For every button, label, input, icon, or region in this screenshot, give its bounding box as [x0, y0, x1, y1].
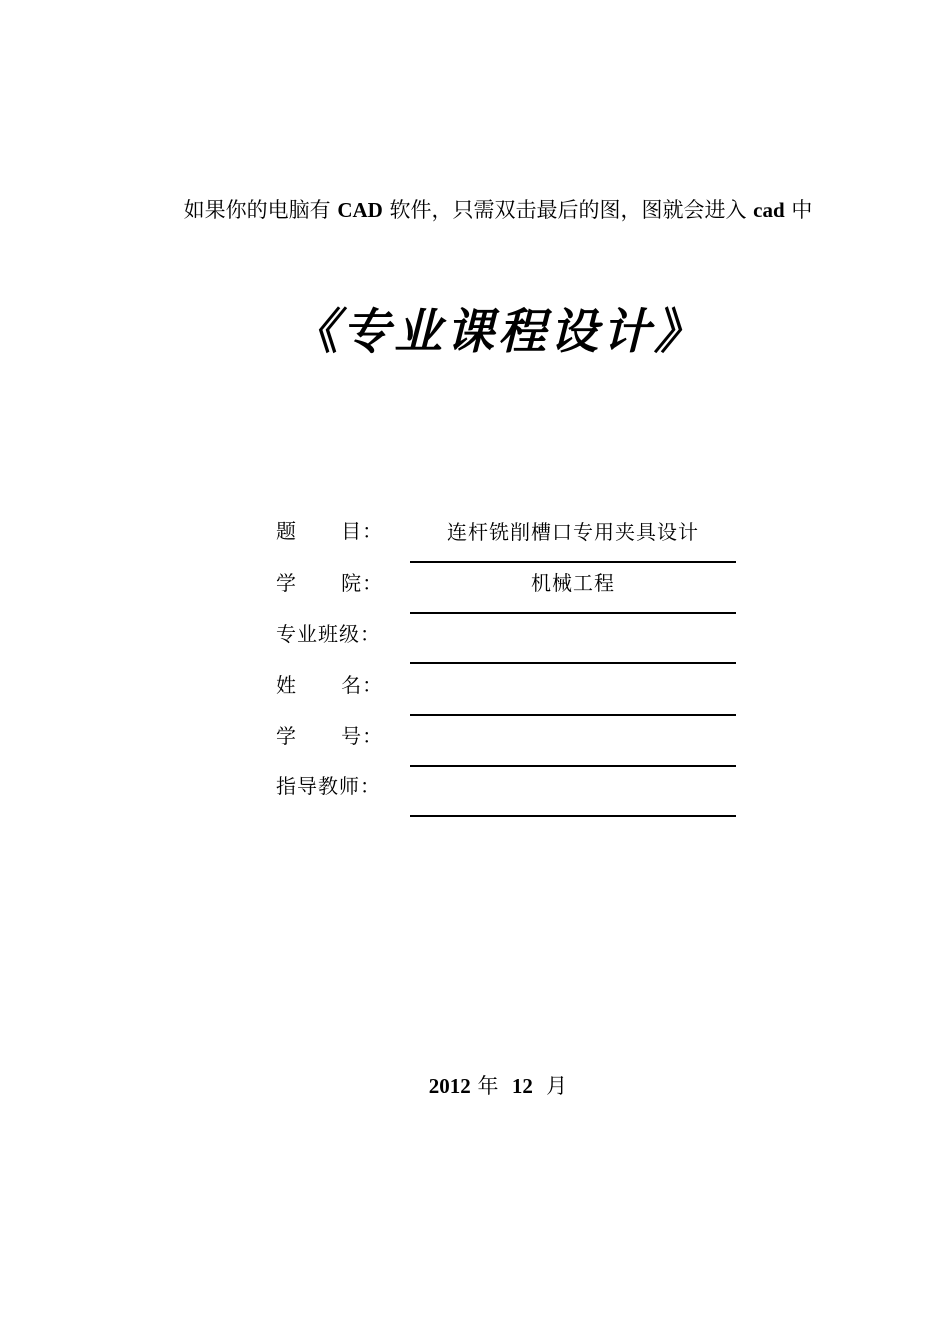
notice-cad-lower: cad — [753, 198, 785, 222]
field-line-college — [410, 612, 736, 614]
field-value-topic: 连杆铣削槽口专用夹具设计 — [447, 520, 699, 544]
notice-cad-upper: CAD — [337, 198, 383, 222]
notice-text-2: 软件，只需双击最后的图，图就会进入 — [382, 198, 754, 222]
date-year-unit: 年 — [470, 1074, 512, 1098]
cad-notice — [0, 194, 950, 226]
date-month: 12 — [511, 1074, 533, 1098]
field-label-advisor: 指导教师： — [276, 774, 381, 798]
field-value-college: 机械工程 — [531, 571, 615, 595]
field-label-topic: 题 目： — [276, 519, 384, 543]
notice-text-3: 中 — [784, 198, 813, 222]
field-label-college: 学 院： — [276, 571, 384, 595]
field-line-advisor — [410, 815, 736, 817]
field-label-class: 专业班级： — [276, 622, 381, 646]
notice-text-1: 如果你的电脑有 — [183, 198, 338, 222]
field-label-student-id: 学 号： — [276, 724, 384, 748]
date-month-unit: 月 — [532, 1074, 568, 1098]
document-title: 《专业课程设计》 — [289, 304, 706, 360]
field-label-name: 姓 名： — [276, 673, 384, 697]
document-date — [0, 1070, 950, 1102]
field-line-class — [410, 662, 736, 664]
field-line-name — [410, 714, 736, 716]
date-year: 2012 — [428, 1074, 471, 1098]
field-line-topic — [410, 561, 736, 563]
field-line-student-id — [410, 765, 736, 767]
